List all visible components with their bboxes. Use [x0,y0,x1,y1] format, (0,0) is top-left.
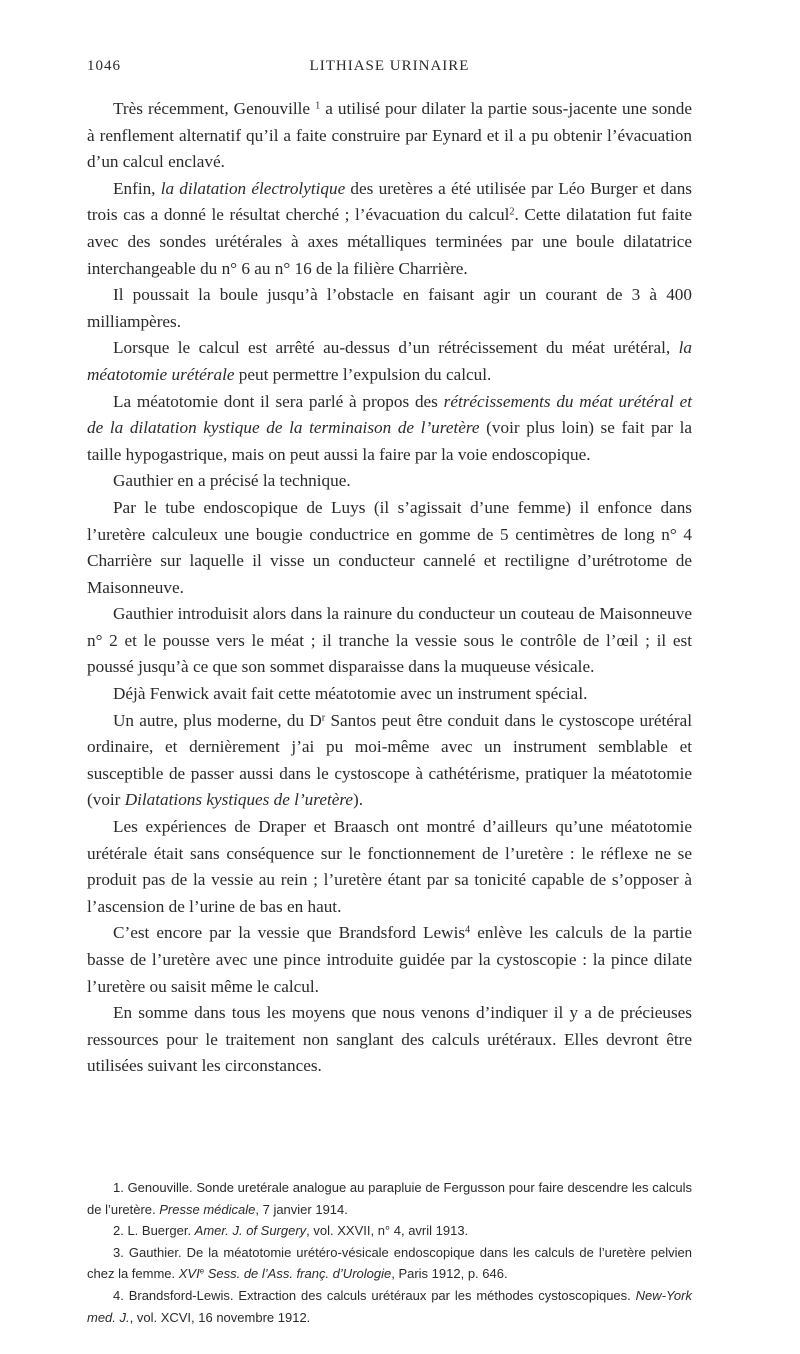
italic-text: Amer. J. of Surgery [194,1223,307,1239]
text-run: La méatotomie dont il sera parlé à propos des [113,391,444,411]
paragraph [87,601,692,681]
text-run: , Paris 1912, p. 646. [391,1266,508,1282]
italic-text: la méatotomie urétérale [87,338,692,384]
text-run: Un autre, plus moderne, du D [113,710,322,730]
text-run: enlève les calculs de la partie basse de l’uretère avec une pince introduite guidée par la cystoscopie : la pince dilate l’uretère ou saisit même le calcul. [87,923,693,996]
paragraph [87,1000,692,1080]
text-run: En somme dans tous les moyens que nous venons d’indiquer il y a de précieuses ressources pour le traitement non sanglant des calculs urétéraux. Elles devront être utilisées suivant les circonstances. [87,1003,692,1076]
text-run: Il poussait la boule jusqu’à l’obstacle en faisant agir un courant de 3 à 400 milliampères. [87,285,692,331]
page-header [87,58,692,82]
italic-text: Sess. de l’Ass. franç. d’Urologie [204,1266,392,1282]
footnote [87,1285,692,1328]
italic-text: rétrécissements du méat urétéral et de la dilatation kystique de la terminaison de l’uretère [87,391,693,438]
paragraph [87,495,692,601]
text-run: ). [353,790,364,810]
italic-text: la dilatation électrolytique [160,178,346,198]
superscript: e [199,1267,205,1277]
text-run: Enfin, [113,178,161,198]
italic-text: New-York med. J. [87,1287,692,1325]
running-title: LITHIASE URINAIRE [309,58,470,74]
italic-text: Presse médicale [159,1201,256,1217]
body-text [87,96,692,1080]
text-run: , vol. XXVII, n° 4, avril 1913. [306,1223,469,1239]
text-run: Lorsque le calcul est arrêté au-dessus d’un rétrécissement du méat urétéral, [113,338,679,358]
paragraph [87,96,692,176]
paragraph [87,335,692,388]
text-run: Gauthier introduisit alors dans la rainure du conducteur un couteau de Maisonneuve n° 2 et le pousse vers le méat ; il tranche la vessie sous le contrôle de l’œil ; il est poussé jusqu’à ce que son sommet disparaisse dans la muqueuse vésicale. [87,604,692,677]
text-run: a utilisé pour dilater la partie sous-jacente une sonde à renflement alternatif qu’il a faite construire par Eynard et il a pu obtenir l’évacuation d’un calcul enclavé. [87,99,692,172]
text-run: Déjà Fenwick avait fait cette méatotomie avec un instrument spécial. [113,684,588,704]
italic-text: Dilatations kystiques de l’uretère [124,790,354,810]
paragraph [87,282,692,335]
text-run: des uretères a été utilisée par Léo Burger et dans trois cas a donné le résultat cherché ; l’évacuation du calcul [87,178,692,225]
text-run: 1. Genouville. Sonde uretérale analogue au parapluie de Fergusson pour faire descendre les calculs de l’uretère. [87,1180,692,1217]
page-number: 1046 [87,58,121,74]
footnote [87,1177,692,1220]
text-run: Les expériences de Draper et Braasch ont montré d’ailleurs qu’une méatotomie urétérale était sans conséquence sur le fonctionnement de l’uretère : le réflexe ne se produit pas de la vessie au rein ; l’uretère étant par sa tonicité capable de s’opposer à l’ascension de l’urine de bas en haut. [87,817,692,916]
text-run: Gauthier en a précisé la technique. [113,471,351,491]
footnote [87,1242,692,1285]
footnotes [87,1177,692,1328]
paragraph [87,176,692,282]
text-run: Par le tube endoscopique de Luys (il s’agissait d’une femme) il enfonce dans l’uretère calculeux une bougie conductrice en gomme de 5 centimètres de long n° 4 Charrière sur laquelle il visse un conducteur cannelé et rectiligne d’urétrotome de Maisonneuve. [87,497,692,597]
text-run: 2. L. Buerger. [113,1223,195,1239]
paragraph [87,468,692,495]
footnote [87,1220,692,1242]
text-run: peut permettre l’expulsion du calcul. [234,364,492,384]
text-run: C’est encore par la vessie que Brandsford Lewis [113,923,466,943]
superscript: 2 [509,206,515,218]
text-run: , vol. XCVI, 16 novembre 1912. [129,1309,311,1325]
text-run: Santos peut être conduit dans le cystoscope urétéral ordinaire, et dernièrement j’ai pu moi-même avec un instrument semblable et susceptible de passer aussi dans le cystoscope à cathétérisme, pratiquer la méatotomie (voir [87,710,692,810]
text-run: , 7 janvier 1914. [255,1201,348,1217]
paragraph [87,814,692,920]
paragraph [87,708,692,814]
italic-text: XVI [178,1266,200,1282]
superscript: r [321,711,326,723]
superscript: 1 [315,100,321,112]
paragraph [87,389,692,469]
text-run: (voir plus loin) se fait par la taille hypogastrique, mais on peut aussi la faire par la voie endoscopique. [87,418,692,464]
text-run: 3. Gauthier. De la méatotomie urétéro-vésicale endoscopique dans les calculs de l’uretère pelvien chez la femme. [87,1244,692,1282]
text-run: 4. Brandsford-Lewis. Extraction des calculs urétéraux par les méthodes cystoscopiques. [113,1287,636,1303]
superscript: 4 [465,924,471,936]
paragraph [87,920,692,1000]
paragraph [87,681,692,708]
text-run: Très récemment, Genouville [113,99,316,118]
text-run: . Cette dilatation fut faite avec des sondes urétérales à axes métalliques terminées par une boule dilatatrice interchangeable du n° 6 au n° 16 de la filière Charrière. [87,205,692,278]
